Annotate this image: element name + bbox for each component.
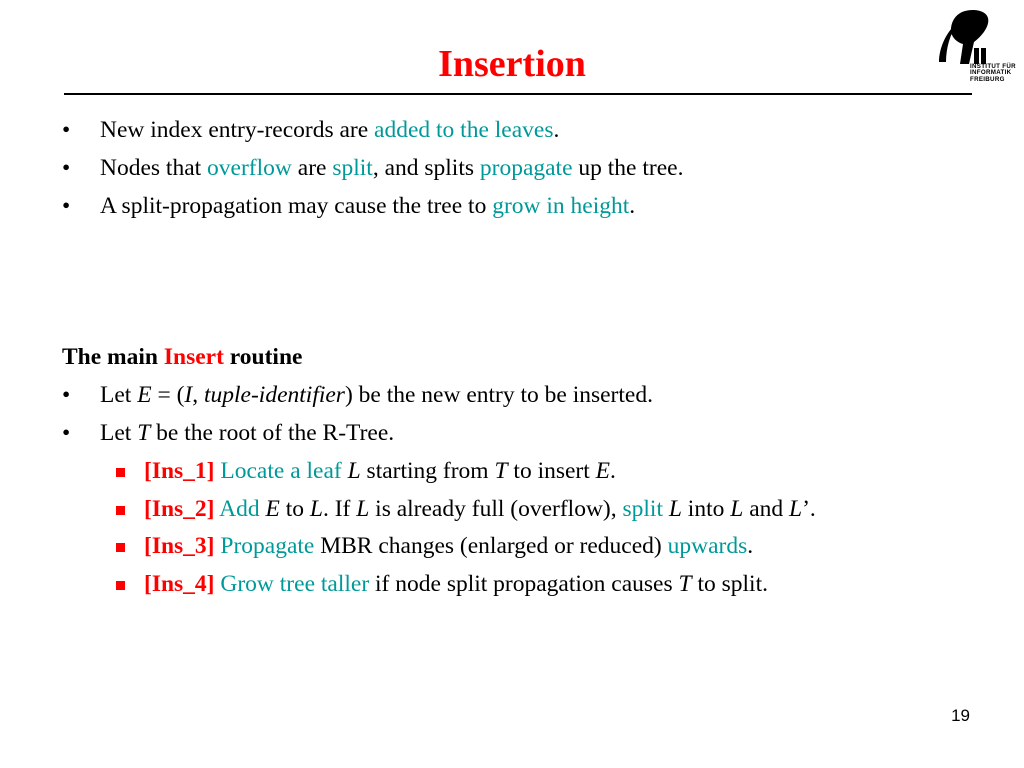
text-run: The main [62,344,164,371]
step-item [62,453,1002,491]
variable: L [356,495,370,522]
variable: I [184,382,193,409]
variable: T [494,457,508,484]
slide-body [62,112,1002,604]
highlight-term: Locate a leaf [220,457,342,484]
step-text [144,528,753,566]
text-run: . [747,533,754,560]
text-run: . [629,192,636,219]
text-run: and [743,495,789,522]
bullet-dot: • [62,117,71,143]
text-run: Let [100,419,138,446]
highlight-term: split [622,495,663,522]
spacer [62,225,1002,339]
step-item [62,528,1002,566]
variable: T [137,419,151,446]
text-run: ’. [802,495,816,522]
variable: T [678,571,692,598]
bullet-text [100,377,653,415]
bullet-dot: • [62,419,71,446]
text-run: be the root of the R-Tree. [150,419,395,446]
bullet-item [62,415,1002,453]
text-run: , and splits [372,154,480,181]
text-run: MBR changes (enlarged or reduced) [314,533,668,560]
step-item [62,566,1002,604]
highlight-term: grow in height [492,192,630,219]
bullet-item [62,112,1002,150]
step-item [62,491,1002,529]
text-run: ) be the new entry to be inserted. [344,382,653,409]
highlight-term: Grow tree taller [220,571,370,598]
logo-line: INSTITUT FÜR [970,63,1016,70]
text-run: New index entry-records are [100,117,375,143]
text-run: are [291,154,333,181]
text-run: starting from [360,457,495,484]
bullet-item [62,377,1002,415]
bullet-text [100,188,635,226]
text-run: A split-propagation may cause the tree to [100,192,493,219]
highlight-term: Propagate [220,533,315,560]
highlight-term: propagate [479,154,573,181]
variable: E [595,457,611,484]
page-number: 19 [951,706,970,725]
text-run: = ( [151,382,185,409]
logo-text [970,64,1016,83]
text-run: , [192,382,204,409]
highlight-term: split [332,154,373,181]
bullet-dot: • [62,154,71,181]
step-label: [Ins_4] [144,571,215,598]
bullet-dot: • [62,382,71,409]
iif-logo [936,8,1016,92]
bullet-text [100,150,683,188]
text-run: . If [322,495,357,522]
bullet-dot: • [62,192,71,219]
text-run: to split. [691,571,768,598]
highlight-term: added to the leaves [374,117,554,143]
square-bullet-icon [116,506,125,515]
logo-mark-icon [936,8,992,66]
text-run: to [279,495,310,522]
step-text [144,491,816,529]
highlight-term: Add [219,495,260,522]
step-label: [Ins_2] [144,495,215,522]
variable: L [730,495,744,522]
square-bullet-icon [116,468,125,477]
highlight-term: overflow [207,154,292,181]
text-run: if node split propagation causes [369,571,679,598]
step-text [144,453,616,491]
text-run: Let [100,382,138,409]
bullet-text [100,112,559,150]
variable: L [789,495,803,522]
text-run: . [610,457,616,484]
highlight-term: upwards [667,533,748,560]
text-run: Nodes that [100,154,208,181]
variable: tuple-identifier [203,382,345,409]
bullet-item [62,150,1002,188]
logo-line: FREIBURG [970,75,1005,83]
step-label: [Ins_3] [144,533,215,560]
square-bullet-icon [116,581,125,590]
variable: L [309,495,323,522]
variable: E [137,382,152,409]
text-run: routine [223,344,303,371]
text-run: . [553,117,560,143]
logo-line: INFORMATIK [970,69,1012,77]
bullet-text [100,415,394,453]
variable: E [265,495,280,522]
variable: L [668,495,682,522]
title-rule [64,93,972,95]
routine-heading [62,339,1002,377]
text-run: into [681,495,731,522]
text-run: to insert [507,457,596,484]
text-run: is already full (overflow), [369,495,623,522]
bullet-item [62,188,1002,226]
text-run: up the tree. [572,154,684,181]
variable: L [347,457,361,484]
square-bullet-icon [116,543,125,552]
step-text [144,566,768,604]
step-label: [Ins_1] [144,457,215,484]
slide-title: Insertion [438,43,586,85]
keyword: Insert [163,344,224,371]
